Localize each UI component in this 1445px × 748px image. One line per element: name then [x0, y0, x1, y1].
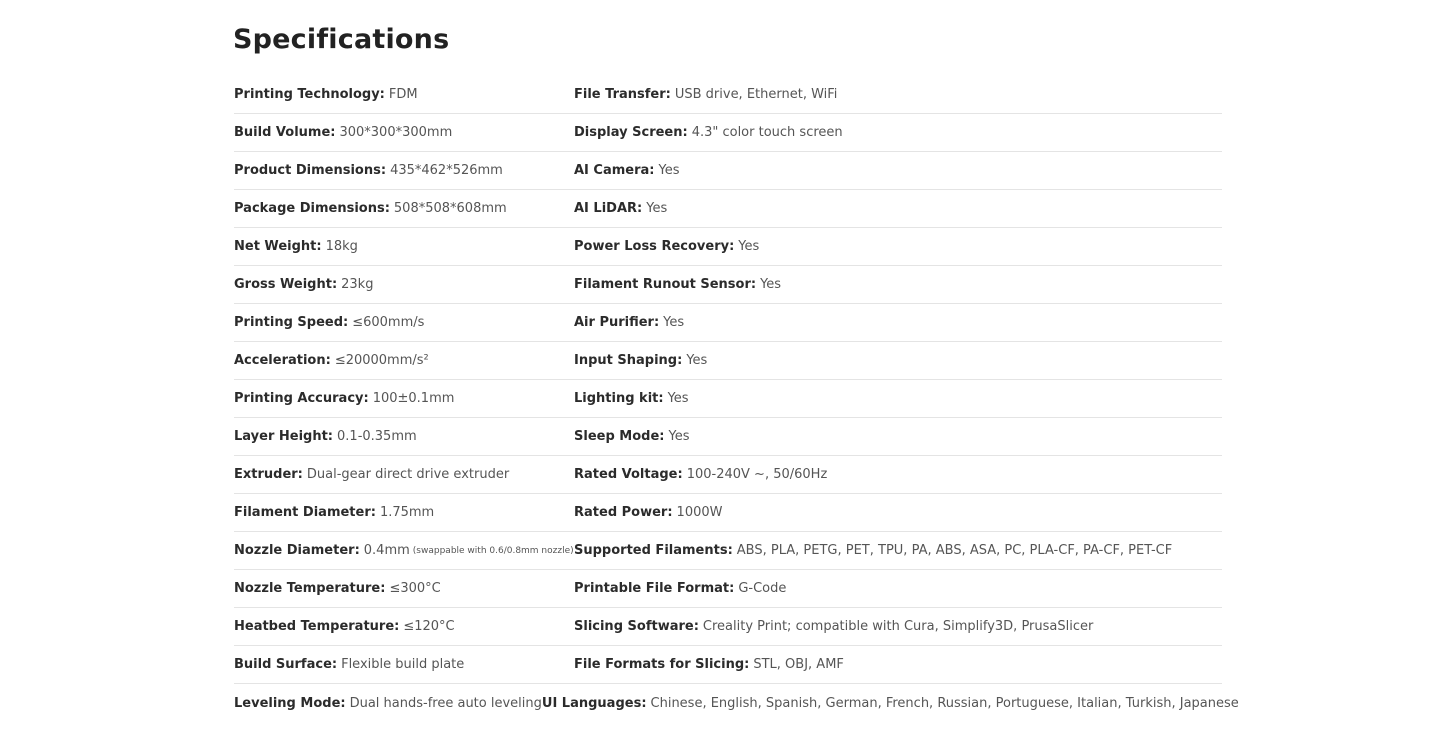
spec-row	[234, 152, 1222, 190]
spec-row	[234, 190, 1222, 228]
spec-value: Dual hands-free auto leveling	[349, 695, 542, 711]
spec-row	[234, 570, 1222, 608]
spec-row	[234, 76, 1222, 114]
spec-item	[574, 304, 1222, 341]
spec-item	[574, 456, 1222, 493]
spec-value: Chinese, English, Spanish, German, French, Russian, Portuguese, Italian, Turkish, Japanese	[650, 695, 1239, 711]
specifications-table	[234, 76, 1239, 722]
spec-label: Product Dimensions:	[234, 163, 387, 178]
spec-value: Yes	[667, 391, 689, 406]
spec-item	[234, 646, 574, 683]
spec-label: Air Purifier:	[574, 315, 660, 330]
spec-row	[234, 304, 1222, 342]
spec-item	[574, 266, 1222, 303]
spec-label: Input Shaping:	[574, 353, 683, 368]
spec-label: Power Loss Recovery:	[574, 239, 735, 254]
spec-label: Nozzle Temperature:	[234, 581, 386, 596]
spec-item	[234, 532, 574, 569]
spec-label: Display Screen:	[574, 125, 688, 140]
spec-label: File Transfer:	[574, 87, 671, 102]
spec-item	[574, 190, 1222, 227]
spec-item	[234, 342, 574, 379]
spec-value: ≤600mm/s	[352, 315, 425, 330]
spec-value: 18kg	[325, 239, 358, 254]
spec-item	[574, 342, 1222, 379]
spec-label: Printable File Format:	[574, 581, 735, 596]
spec-value: STL, OBJ, AMF	[753, 657, 844, 672]
spec-item	[574, 494, 1222, 531]
spec-row	[234, 646, 1222, 684]
spec-item	[234, 418, 574, 455]
spec-label: Build Surface:	[234, 657, 338, 672]
spec-value: 300*300*300mm	[339, 125, 453, 140]
spec-item	[574, 152, 1222, 189]
spec-item	[234, 608, 574, 645]
spec-row	[234, 418, 1222, 456]
spec-label: Layer Height:	[234, 429, 334, 444]
spec-label: Gross Weight:	[234, 277, 338, 292]
spec-label: Printing Accuracy:	[234, 391, 369, 406]
spec-label: Rated Voltage:	[574, 467, 683, 482]
spec-item	[234, 684, 542, 722]
spec-label: Filament Runout Sensor:	[574, 277, 757, 292]
spec-value: Yes	[686, 353, 708, 368]
spec-item	[574, 418, 1222, 455]
spec-value: Flexible build plate	[341, 657, 465, 672]
spec-value: G-Code	[738, 581, 787, 596]
spec-row	[234, 684, 1239, 722]
spec-label: Package Dimensions:	[234, 201, 390, 216]
spec-item	[234, 114, 574, 151]
spec-label: Heatbed Temperature:	[234, 619, 400, 634]
spec-value: ≤20000mm/s²	[334, 353, 429, 368]
spec-value: 0.4mm	[363, 543, 410, 558]
page-title: Specifications	[233, 24, 450, 55]
spec-label: Nozzle Diameter:	[234, 543, 360, 558]
spec-value: Yes	[738, 239, 760, 254]
spec-label: Slicing Software:	[574, 619, 699, 634]
spec-item	[234, 570, 574, 607]
spec-value: 4.3" color touch screen	[691, 125, 843, 140]
spec-item	[234, 76, 574, 113]
spec-item	[574, 380, 1222, 417]
spec-value: Yes	[658, 163, 680, 178]
spec-value: Yes	[668, 429, 690, 444]
spec-value: FDM	[388, 87, 418, 102]
spec-label: AI LiDAR:	[574, 201, 643, 216]
spec-item	[574, 114, 1222, 151]
spec-row	[234, 532, 1222, 570]
spec-item	[234, 380, 574, 417]
spec-label: Acceleration:	[234, 353, 331, 368]
spec-value: ≤300°C	[389, 581, 441, 596]
spec-label: UI Languages:	[541, 695, 647, 711]
spec-item	[234, 456, 574, 493]
spec-value: 1.75mm	[379, 505, 435, 520]
spec-label: File Formats for Slicing:	[574, 657, 750, 672]
spec-label: Printing Technology:	[234, 87, 385, 102]
spec-label: Printing Speed:	[234, 315, 349, 330]
spec-row	[234, 494, 1222, 532]
spec-value: Creality Print; compatible with Cura, Simplify3D, PrusaSlicer	[702, 619, 1094, 634]
spec-item	[574, 608, 1222, 645]
spec-label: Extruder:	[234, 467, 303, 482]
spec-label: Filament Diameter:	[234, 505, 376, 520]
spec-label: Sleep Mode:	[574, 429, 665, 444]
spec-value: ABS, PLA, PETG, PET, TPU, PA, ABS, ASA, PC, PLA-CF, PA-CF, PET-CF	[736, 543, 1173, 558]
spec-item	[234, 304, 574, 341]
spec-value: 508*508*608mm	[393, 201, 507, 216]
spec-label: AI Camera:	[574, 163, 655, 178]
spec-label: Lighting kit:	[574, 391, 664, 406]
spec-item	[234, 266, 574, 303]
spec-label: Build Volume:	[234, 125, 336, 140]
spec-value: Yes	[646, 201, 668, 216]
spec-item	[574, 646, 1222, 683]
spec-label: Leveling Mode:	[234, 695, 346, 711]
spec-row	[234, 228, 1222, 266]
spec-row	[234, 114, 1222, 152]
spec-item	[234, 228, 574, 265]
spec-label: Rated Power:	[574, 505, 673, 520]
spec-row	[234, 380, 1222, 418]
spec-label: Supported Filaments:	[574, 543, 733, 558]
spec-row	[234, 456, 1222, 494]
spec-item	[234, 190, 574, 227]
spec-item	[542, 684, 1239, 722]
spec-row	[234, 608, 1222, 646]
spec-value: ≤120°C	[403, 619, 455, 634]
spec-item	[574, 228, 1222, 265]
spec-label: Net Weight:	[234, 239, 322, 254]
spec-item	[234, 494, 574, 531]
spec-row	[234, 266, 1222, 304]
spec-value: Dual-gear direct drive extruder	[306, 467, 510, 482]
spec-item	[574, 570, 1222, 607]
spec-value: USB drive, Ethernet, WiFi	[674, 87, 838, 102]
spec-value: Yes	[663, 315, 685, 330]
spec-value: 435*462*526mm	[390, 163, 503, 178]
spec-item	[234, 152, 574, 189]
spec-item	[574, 532, 1222, 569]
spec-value: Yes	[760, 277, 782, 292]
spec-value: 0.1-0.35mm	[337, 429, 417, 444]
spec-note: (swappable with 0.6/0.8mm nozzle)	[412, 545, 574, 556]
spec-value: 23kg	[341, 277, 374, 292]
spec-item	[574, 76, 1222, 113]
spec-value: 100-240V ~, 50/60Hz	[686, 467, 828, 482]
spec-value: 1000W	[676, 505, 723, 520]
spec-value: 100±0.1mm	[372, 391, 455, 406]
spec-row	[234, 342, 1222, 380]
